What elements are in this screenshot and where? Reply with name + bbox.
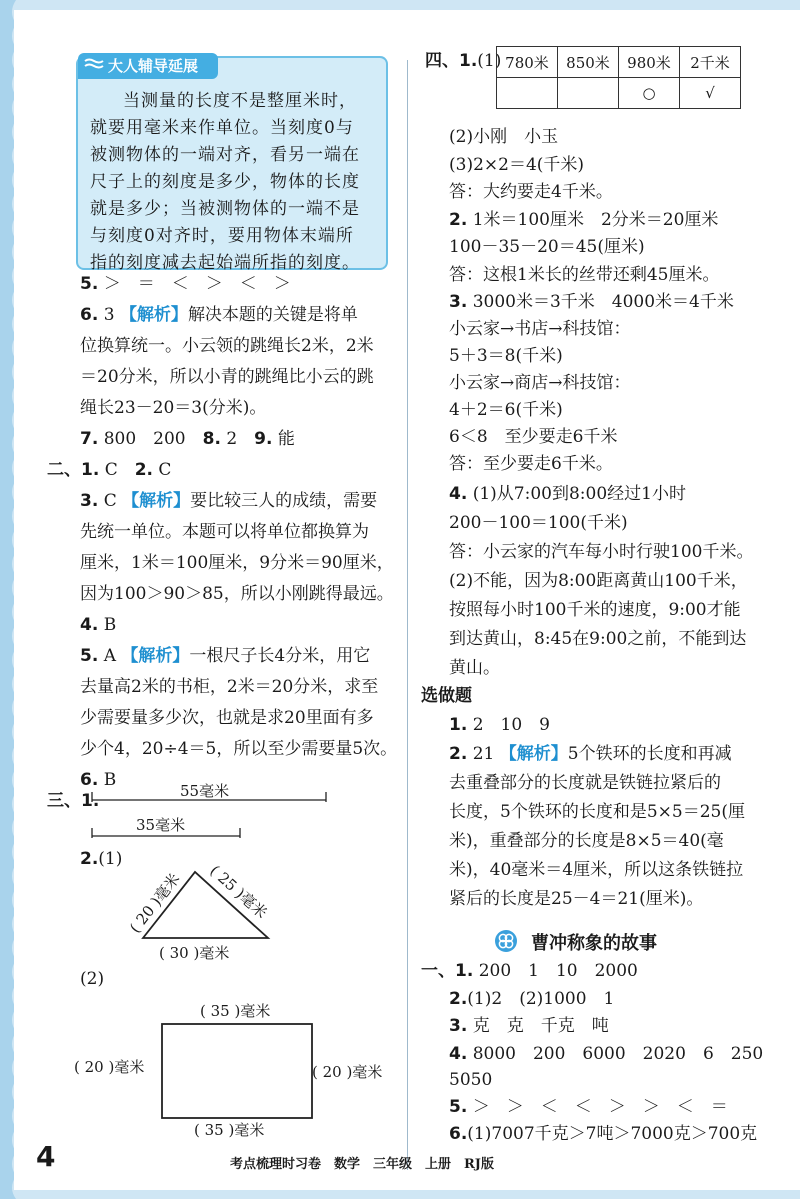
answer-text: 3000米＝3千米 4000米＝4千米 <box>472 292 734 312</box>
analysis-text: 米)，重叠部分的长度是8×5＝40(毫 <box>449 831 724 851</box>
analysis-text: 因为100＞90＞85，所以小刚跳得最远。 <box>80 584 394 604</box>
tip-line: 指的刻度减去起始端所指的刻度。 <box>90 253 360 273</box>
q-num: 4. <box>449 1044 468 1064</box>
answer-line: 答：小云家的汽车每小时行驶100千米。 <box>449 542 754 562</box>
q-answer: 克 克 千克 吨 <box>472 1016 609 1036</box>
analysis-text: 位换算统一。小云领的跳绳长2米，2米 <box>80 336 374 356</box>
answer-6 <box>80 304 358 326</box>
analysis-tag: 【解析】 <box>119 305 188 325</box>
q-num: 6. <box>80 770 99 790</box>
q-num: 1. <box>459 51 478 71</box>
triangle-figure <box>115 850 285 965</box>
analysis-text: 5个铁环的长度和再减 <box>567 744 732 764</box>
q-answer: C <box>104 460 118 480</box>
q-num: 2. <box>449 744 468 764</box>
q-num: 5. <box>80 646 99 666</box>
tip-line: 当测量的长度不是整厘米时， <box>123 91 357 111</box>
tip-line: 尺子上的刻度是多少，物体的长度 <box>90 172 360 192</box>
q-answer: 3 <box>103 305 115 325</box>
answer-5 <box>80 273 291 295</box>
answer-4-4 <box>449 483 686 505</box>
q-num: 2. <box>449 989 468 1009</box>
analysis-text: 紧后的长度是25－4＝21(厘米)。 <box>449 889 704 909</box>
lesson-answer-4 <box>449 1043 763 1065</box>
table-cell: ○ <box>619 78 680 109</box>
rect-bottom-label: ( 35 )毫米 <box>194 1121 265 1139</box>
segment-55-label: 55毫米 <box>180 782 230 800</box>
q-answer: B <box>103 770 117 790</box>
q-answer: A <box>103 646 116 666</box>
answer-line: (2)小刚 小玉 <box>449 127 559 147</box>
tip-line: 与刻度0对齐时，要用物体末端所 <box>90 226 354 246</box>
analysis-text: 长度，5个铁环的长度和是5×5＝25(厘 <box>449 802 745 822</box>
q-num: 4. <box>449 484 468 504</box>
q-num: 3. <box>80 491 99 511</box>
q-answer: 21 <box>472 744 495 764</box>
analysis-text: ＝20分米，所以小青的跳绳比小云的跳 <box>80 367 374 387</box>
part-label: (2) <box>80 969 105 989</box>
section-head: 四、 <box>425 51 459 71</box>
triangle-right-label: ( 25 )毫米 <box>206 861 271 923</box>
table-row <box>497 78 741 109</box>
answer-line: (2)不能，因为8:00距离黄山100千米， <box>449 571 748 591</box>
answer-4-3 <box>449 291 734 313</box>
analysis-tag: 【解析】 <box>499 744 568 764</box>
analysis-text: 一根尺子长4分米，用它 <box>189 646 371 666</box>
table-header-cell: 850米 <box>558 47 619 78</box>
rectangle <box>162 1024 312 1118</box>
section-flower-icon <box>494 929 518 953</box>
section-4-head <box>425 50 501 72</box>
q-answer: 800 200 <box>103 429 186 449</box>
analysis-text: 绳长23－20＝3(分米)。 <box>80 398 267 418</box>
answer-line: 答：这根1米长的丝带还剩45厘米。 <box>449 265 720 285</box>
q-num: 4. <box>80 615 99 635</box>
q-num: 5. <box>449 1097 468 1117</box>
rect-top-label: ( 35 )毫米 <box>200 1002 271 1020</box>
q-answer: 200 1 10 2000 <box>478 961 638 981</box>
analysis-tag: 【解析】 <box>121 646 190 666</box>
answer-line: 黄山。 <box>449 658 500 678</box>
q-num: 1. <box>81 460 100 480</box>
analysis-text: 米)，40毫米＝4厘米，所以这条铁链拉 <box>449 860 744 880</box>
q-num: 2. <box>449 210 468 230</box>
answer-7-9 <box>80 428 295 450</box>
analysis-tag: 【解析】 <box>122 491 191 511</box>
table-header-cell: 2千米 <box>680 47 741 78</box>
answer-line: 100－35－20＝45(厘米) <box>449 237 645 257</box>
q-answer: B <box>103 615 117 635</box>
section-head: 三、 <box>47 791 81 811</box>
q-answer: C <box>103 491 117 511</box>
answer-line: 到达黄山，8:45在9:00之前，不能到达 <box>449 629 747 649</box>
analysis-text: 先统一单位。本题可以将单位都换算为 <box>80 522 369 542</box>
page-number: 4 <box>36 1140 56 1173</box>
q-num: 7. <box>80 429 99 449</box>
q-num: 3. <box>449 1016 468 1036</box>
analysis-text: 少个4，20÷4＝5，所以至少需要量5次。 <box>80 739 398 759</box>
q-answer: ＞ ＞ ＜ ＜ ＞ ＞ ＜ ＝ <box>472 1097 728 1117</box>
section-head: 一、 <box>421 961 455 981</box>
analysis-text: 要比较三人的成绩，需要 <box>190 491 378 511</box>
analysis-text: 去量高2米的书柜，2米＝20分米，求至 <box>80 677 379 697</box>
lesson-answer-5 <box>449 1096 728 1118</box>
q-num: 9. <box>254 429 273 449</box>
tip-line: 被测物体的一端对齐，看另一端在 <box>90 145 360 165</box>
distance-table <box>496 46 741 109</box>
analysis-text: 少需要量多少次，也就是求20里面有多 <box>80 708 374 728</box>
q-num: 1. <box>455 961 474 981</box>
segment-35-label: 35毫米 <box>136 816 186 834</box>
section-2-answers <box>47 459 171 481</box>
rectangle-figure <box>60 998 405 1143</box>
answer-text: 1米＝100厘米 2分米＝20厘米 <box>472 210 719 230</box>
optional-1 <box>449 714 550 736</box>
analysis-text: 解决本题的关键是将单 <box>187 305 358 325</box>
q-num: 2. <box>134 460 154 480</box>
tip-box-title <box>78 53 218 79</box>
tip-line: 就是多少；当被测物体的一端不是 <box>90 199 360 219</box>
optional-heading: 选做题 <box>421 686 472 706</box>
answer-text: (1)从7:00到8:00经过1小时 <box>472 484 686 504</box>
lesson-title: 曹冲称象的故事 <box>531 933 657 954</box>
triangle-left-label: ( 20 )毫米 <box>125 869 184 937</box>
answer-line: 5050 <box>449 1070 493 1090</box>
lesson-answer-1 <box>421 960 638 982</box>
table-cell <box>558 78 619 109</box>
q-answer: 8000 200 6000 2020 6 250 <box>472 1044 764 1064</box>
answer-4-2 <box>449 209 718 231</box>
answer-line: 答：大约要走4千米。 <box>449 182 613 202</box>
table-header-row <box>497 47 741 78</box>
answer-line: 4＋2＝6(千米) <box>449 400 563 420</box>
q-answer: 能 <box>277 429 295 449</box>
answer-line: (3)2×2＝4(千米) <box>449 155 585 175</box>
q-answer: ＞ ＝ ＜ ＞ ＜ ＞ <box>103 274 291 294</box>
answer-2-5 <box>80 645 370 667</box>
part-label: (1) <box>477 51 502 71</box>
answer-line: 小云家→书店→科技馆： <box>449 319 631 339</box>
triangle-bottom-label: ( 30 )毫米 <box>159 944 230 962</box>
analysis-text: 去重叠部分的长度就是铁链拉紧后的 <box>449 773 721 793</box>
table-cell: √ <box>680 78 741 109</box>
analysis-text: 厘米，1米＝100厘米，9分米＝90厘米， <box>80 553 394 573</box>
section-head: 二、 <box>47 460 81 480</box>
answer-line: 6＜8 至少要走6千米 <box>449 427 618 447</box>
q-answer: (1)7007千克＞7吨＞7000克＞700克 <box>467 1124 758 1144</box>
answer-line: 小云家→商店→科技馆： <box>449 373 631 393</box>
q-num: 5. <box>80 274 99 294</box>
lesson-answer-6 <box>449 1123 757 1145</box>
column-divider <box>407 60 408 1170</box>
q-answer: 2 <box>226 429 238 449</box>
q-num: 2. <box>80 849 99 869</box>
segment-figure <box>88 780 338 846</box>
q-num: 1. <box>449 715 468 735</box>
rect-left-label: ( 20 )毫米 <box>74 1058 145 1076</box>
tip-box-title-text: 大人辅导延展 <box>108 57 199 75</box>
q-answer: 2 10 9 <box>472 715 550 735</box>
part-label: (1) <box>98 849 123 869</box>
q-answer: C <box>158 460 172 480</box>
answer-line: 200－100＝100(千米) <box>449 513 628 533</box>
lesson-answer-3 <box>449 1015 609 1037</box>
q-answer: (1)2 (2)1000 1 <box>467 989 615 1009</box>
q-num: 3. <box>449 292 468 312</box>
q-num: 8. <box>202 429 221 449</box>
optional-2 <box>449 743 732 765</box>
q-num: 6. <box>449 1124 468 1144</box>
answer-line: 按照每小时100千米的速度，9:00才能 <box>449 600 741 620</box>
wave-icon <box>84 53 104 79</box>
q-num: 6. <box>80 305 99 325</box>
footer-text: 考点梳理时习卷 数学 三年级 上册 RJ版 <box>230 1157 494 1172</box>
table-header-cell: 980米 <box>619 47 680 78</box>
q-num: 1. <box>81 791 100 811</box>
tip-line: 就要用毫米来作单位。当刻度0与 <box>90 118 354 138</box>
answer-2-3 <box>80 490 377 512</box>
rect-right-label: ( 20 )毫米 <box>312 1063 383 1081</box>
answer-line: 答：至少要走6千米。 <box>449 454 613 474</box>
answer-2-4 <box>80 614 116 636</box>
answer-line: 5＋3＝8(千米) <box>449 346 563 366</box>
lesson-answer-2 <box>449 988 614 1010</box>
table-cell <box>497 78 558 109</box>
table-header-cell: 780米 <box>497 47 558 78</box>
